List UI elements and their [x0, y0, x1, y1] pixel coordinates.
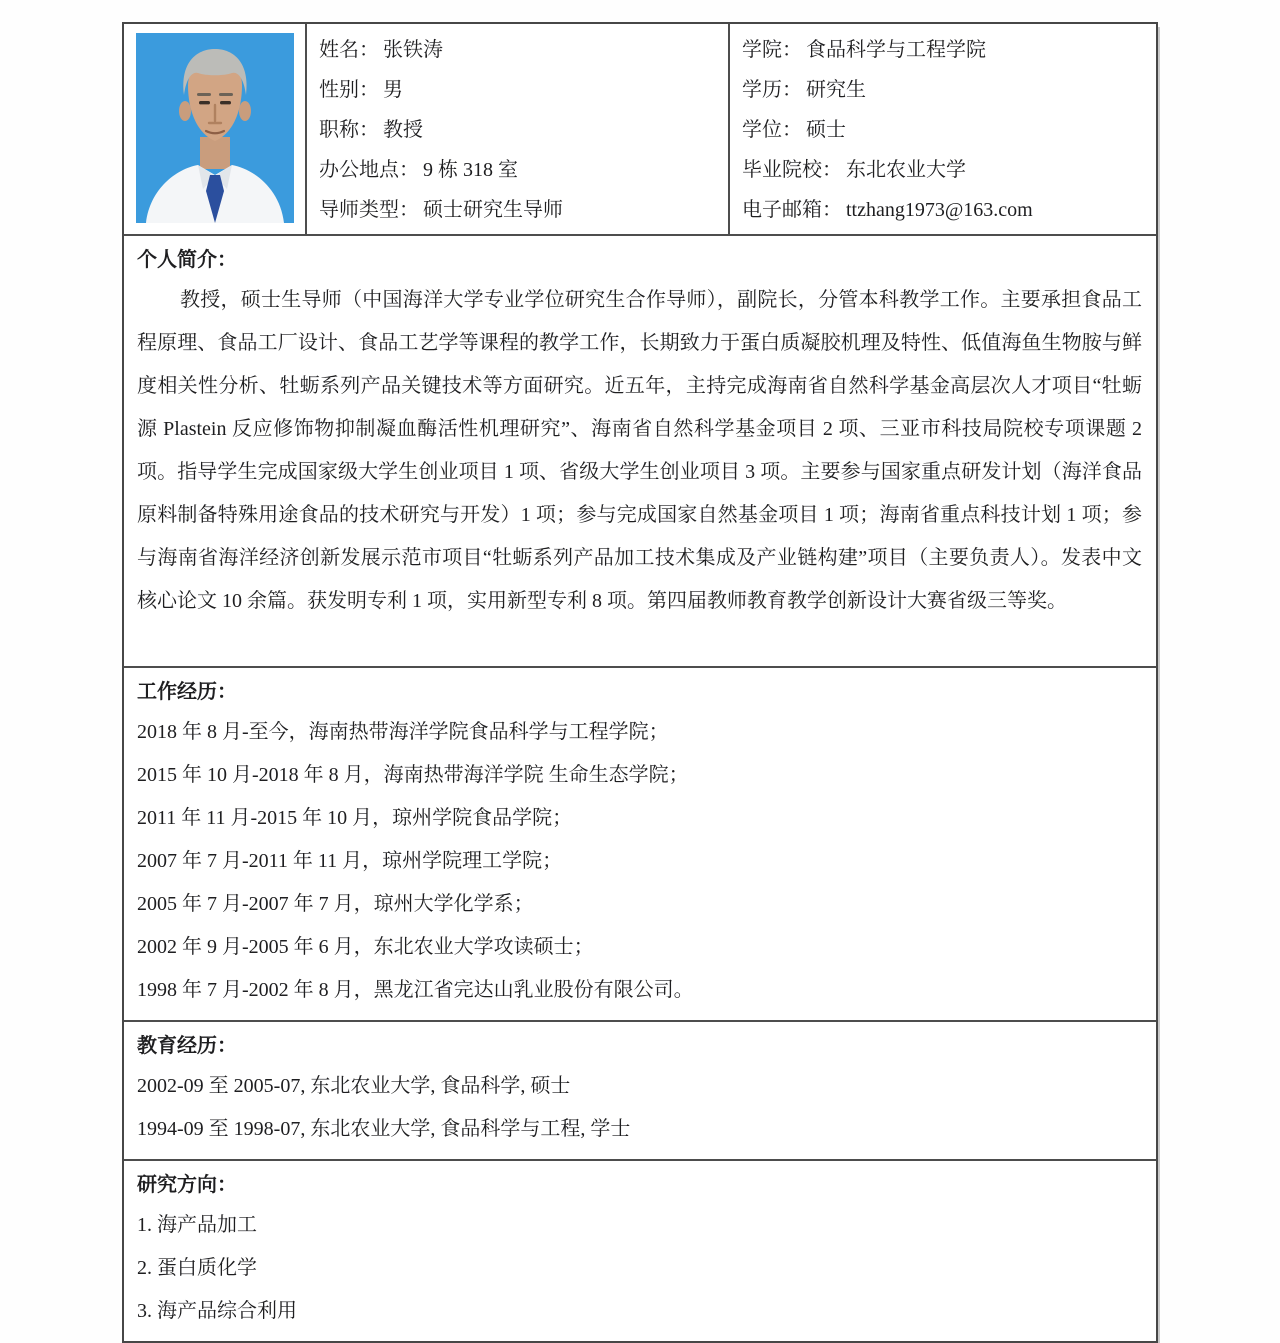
portrait-photo-graphic [136, 33, 294, 223]
field-degree-value: 硕士 [806, 119, 846, 141]
field-mentor-type [319, 190, 718, 230]
field-office-label: 办公地点： [319, 159, 419, 181]
field-title [319, 110, 718, 150]
field-gender [319, 70, 718, 110]
profile-photo [136, 33, 294, 223]
personal-intro-paragraph: 教授，硕士生导师（中国海洋大学专业学位研究生合作导师），副院长，分管本科教学工作。主要承担食品工程原理、食品工厂设计、食品工艺学等课程的教学工作，长期致力于蛋白质凝胶机理及特性、低值海鱼生物胺与鲜度相关性分析、牡蛎系列产品关键技术等方面研究。近五年，主持完成海南省自然科学基金高层次人才项目“牡蛎源 Plastein 反应修饰物抑制凝血酶活性机理研究”、海南省自然科学基金项目 2 项、三亚市科技局院校专项课题 2 项。指导学生完成国家级大学生创业项目 1 项、省级大学生创业项目 3 项。主要参与国家重点研发计划（海洋食品原料制备特殊用途食品的技术研究与开发）1 项；参与完成国家自然基金项目 1 项；海南省重点科技计划 1 项；参与海南省海洋经济创新发展示范市项目“牡蛎系列产品加工技术集成及产业链构建”项目（主要负责人）。发表中文核心论文 10 余篇。获发明专利 1 项，实用新型专利 8 项。第四届教师教育教学创新设计大赛省级三等奖。 [137, 289, 1142, 612]
section-personal-intro [124, 236, 1156, 668]
work-experience-item: 2007 年 7 月-2011 年 11 月，琼州学院理工学院； [137, 850, 563, 872]
photo-cell [124, 24, 305, 234]
education-item: 2002-09 至 2005-07, 东北农业大学, 食品科学, 硕士 [137, 1075, 571, 1097]
section-education [124, 1022, 1156, 1161]
field-alma-mater-label: 毕业院校： [742, 159, 842, 181]
field-name [319, 30, 718, 70]
section-work-experience-title: 工作经历： [137, 681, 237, 703]
field-mentor-type-label: 导师类型： [319, 199, 419, 221]
field-name-label: 姓名： [319, 39, 379, 61]
field-education-level [742, 70, 1146, 110]
field-education-level-value: 研究生 [806, 79, 866, 101]
field-email-label: 电子邮箱： [742, 199, 842, 221]
work-experience-item: 1998 年 7 月-2002 年 8 月，黑龙江省完达山乳业股份有限公司。 [137, 979, 694, 1001]
work-experience-item: 2005 年 7 月-2007 年 7 月，琼州大学化学系； [137, 893, 534, 915]
field-college [742, 30, 1146, 70]
section-work-experience [124, 668, 1156, 1022]
research-direction-item: 2. 蛋白质化学 [137, 1257, 257, 1279]
field-alma-mater [742, 150, 1146, 190]
field-degree [742, 110, 1146, 150]
field-gender-label: 性别： [319, 79, 379, 101]
extra-info-column [730, 24, 1156, 234]
section-education-title: 教育经历： [137, 1035, 237, 1057]
profile-header-row [124, 24, 1156, 236]
faculty-profile-document [122, 22, 1158, 1343]
research-direction-item: 1. 海产品加工 [137, 1214, 257, 1236]
research-direction-item: 3. 海产品综合利用 [137, 1300, 297, 1322]
field-degree-label: 学位： [742, 119, 802, 141]
field-college-value: 食品科学与工程学院 [806, 39, 986, 61]
section-research-directions [124, 1161, 1156, 1341]
work-experience-item: 2011 年 11 月-2015 年 10 月，琼州学院食品学院； [137, 807, 573, 829]
field-title-label: 职称： [319, 119, 379, 141]
section-personal-intro-title: 个人简介： [137, 249, 237, 271]
field-email-value: ttzhang1973@163.com [846, 199, 1033, 221]
section-research-directions-title: 研究方向： [137, 1174, 237, 1196]
work-experience-item: 2018 年 8 月-至今，海南热带海洋学院食品科学与工程学院； [137, 721, 669, 743]
field-office [319, 150, 718, 190]
education-item: 1994-09 至 1998-07, 东北农业大学, 食品科学与工程, 学士 [137, 1118, 631, 1140]
field-mentor-type-value: 硕士研究生导师 [423, 199, 563, 221]
field-office-value: 9 栋 318 室 [423, 159, 518, 181]
field-email [742, 190, 1146, 230]
field-education-level-label: 学历： [742, 79, 802, 101]
field-gender-value: 男 [383, 79, 403, 101]
work-experience-item: 2015 年 10 月-2018 年 8 月，海南热带海洋学院 生命生态学院； [137, 764, 689, 786]
work-experience-item: 2002 年 9 月-2005 年 6 月，东北农业大学攻读硕士； [137, 936, 594, 958]
field-name-value: 张铁涛 [383, 39, 443, 61]
basic-info-column [305, 24, 730, 234]
field-alma-mater-value: 东北农业大学 [846, 159, 966, 181]
field-college-label: 学院： [742, 39, 802, 61]
field-title-value: 教授 [383, 119, 423, 141]
